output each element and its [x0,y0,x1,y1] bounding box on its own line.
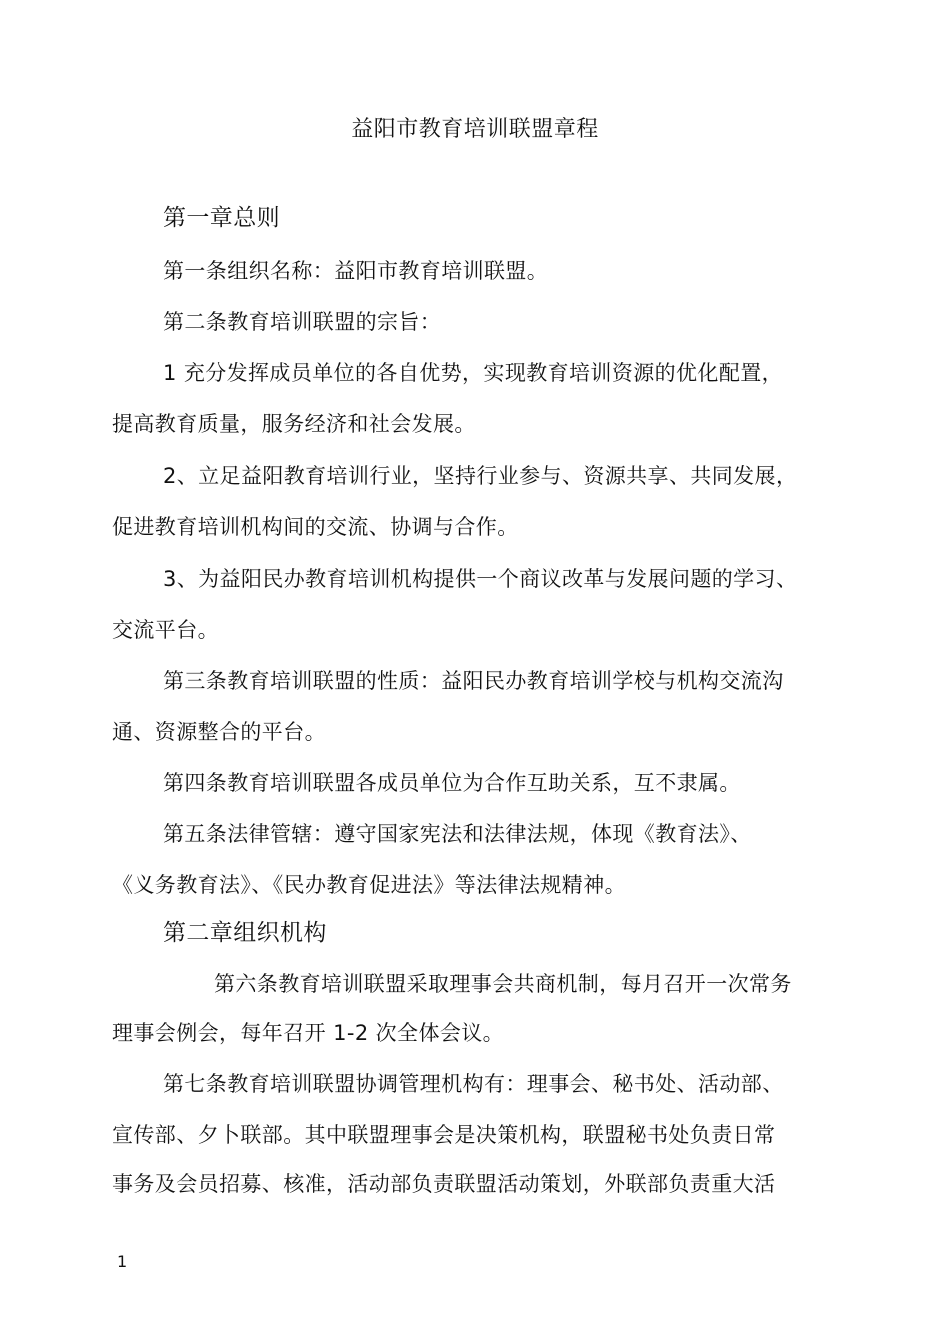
paragraph-line: 第六条教育培训联盟采取理事会共商机制，每月召开一次常务 [214,972,792,996]
paragraph-line: 第四条教育培训联盟各成员单位为合作互助关系，互不隶属。 [163,771,741,795]
paragraph-line: 第三条教育培训联盟的性质：益阳民办教育培训学校与机构交流沟 [163,669,784,693]
paragraph-line: 事务及会员招募、核准，活动部负责联盟活动策划，外联部负责重大活 [112,1172,776,1196]
paragraph-line: 2、立足益阳教育培训行业，坚持行业参与、资源共享、共同发展， [163,464,798,488]
paragraph-line: 促进教育培训机构间的交流、协调与合作。 [112,515,519,539]
paragraph-line: 第二条教育培训联盟的宗旨： [163,310,442,334]
paragraph-line: 第七条教育培训联盟协调管理机构有：理事会、秘书处、活动部、 [163,1072,784,1096]
chapter-heading-2: 第二章组织机构 [163,920,327,946]
paragraph-line: 理事会例会，每年召开 1-2 次全体会议。 [112,1021,505,1045]
paragraph-line: 提高教育质量，服务经济和社会发展。 [112,412,476,436]
document-title: 益阳市教育培训联盟章程 [351,117,599,142]
paragraph-line: 第五条法律管辖：遵守国家宪法和法律法规，体现《教育法》、 [163,822,752,846]
paragraph-line: 《义务教育法》、《民办教育促进法》等法律法规精神。 [112,873,626,897]
paragraph-line: 1 充分发挥成员单位的各自优势，实现教育培训资源的优化配置， [163,361,784,385]
chapter-heading-1: 第一章总则 [163,205,280,231]
paragraph-line: 3、为益阳民办教育培训机构提供一个商议改革与发展问题的学习、 [163,567,798,591]
page-number: 1 [117,1252,128,1271]
paragraph-line: 第一条组织名称：益阳市教育培训联盟。 [163,259,549,283]
paragraph-line: 通、资源整合的平台。 [112,720,326,744]
paragraph-line: 宣传部、夕卜联部。其中联盟理事会是决策机构，联盟秘书处负责日常 [112,1123,776,1147]
paragraph-line: 交流平台。 [112,618,219,642]
